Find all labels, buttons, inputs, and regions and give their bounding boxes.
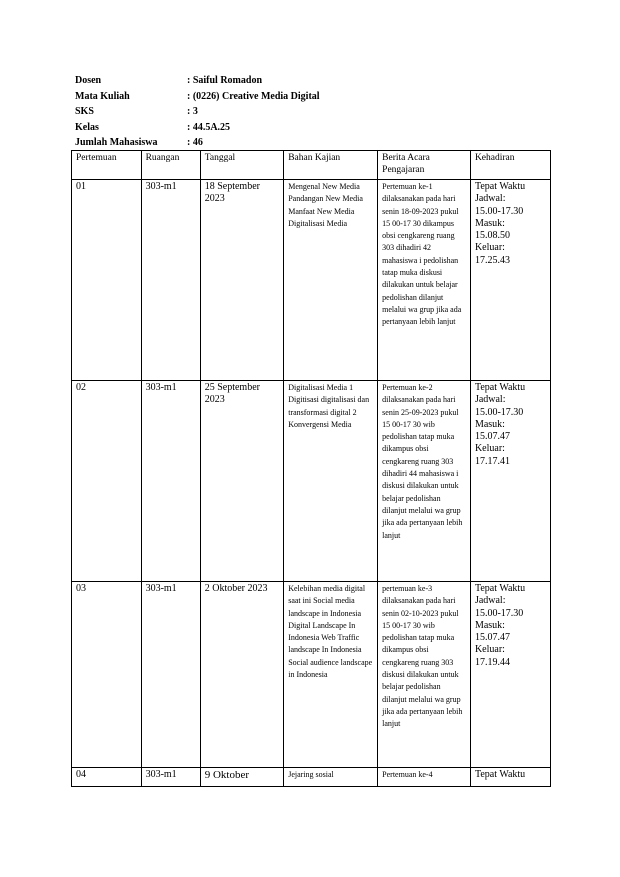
info-value: : 44.5A.25: [187, 121, 231, 133]
info-value: : 46: [187, 137, 203, 149]
cell-tanggal: 25 September 2023: [200, 381, 284, 582]
info-row-kelas: [75, 120, 320, 136]
kehadiran-line: 15.00-17.30: [474, 205, 524, 217]
info-value: : Saiful Romadon: [187, 75, 263, 86]
cell-tanggal: 9 Oktober: [200, 768, 284, 787]
cell-kehadiran: [470, 180, 550, 381]
cell-ruangan: 303-m1: [141, 381, 200, 582]
kehadiran-line: Masuk:: [474, 217, 505, 229]
cell-berita-acara: Pertemuan ke-2 dilaksanakan pada hari senin 25-09-2023 pukul 15 00-17 30 wib pedolishan tatap muka dikampus obsi cengkareng ruang 303 dihadiri 44 mahasiswa i diskusi dilakukan untuk belajar pedolishan dilanjut melalui wa grup jika ada pertanyaan lebih lanjut: [378, 381, 471, 582]
kehadiran-line: 15.08.50: [474, 230, 510, 242]
info-label: Jumlah Mahasiswa: [75, 137, 158, 149]
cell-pertemuan: 04: [72, 768, 142, 787]
cell-kehadiran: [470, 768, 550, 787]
info-value: : 3: [187, 106, 198, 118]
cell-bahan-kajian: Digitalisasi Media 1 Digitisasi digitalisasi dan transformasi digital 2 Konvergensi Media: [284, 381, 378, 582]
cell-berita-acara: Pertemuan ke-1 dilaksanakan pada hari senin 18-09-2023 pukul 15 00-17 30 dikampus obsi cengkareng ruang 303 dihadiri 42 mahasiswa i pedolishan tatap muka diskusi dilakukan untuk belajar pedolishan dilanjut melalui wa grup jika ada pertanyaan lebih lanjut: [378, 180, 471, 381]
kehadiran-line: 15.07.47: [474, 431, 510, 443]
cell-bahan-kajian: Mengenal New Media Pandangan New Media Manfaat New Media Digitalisasi Media: [284, 180, 378, 381]
cell-tanggal: 2 Oktober 2023: [200, 582, 284, 768]
kehadiran-line: Keluar:: [474, 443, 505, 455]
header-pertemuan: Pertemuan: [72, 151, 142, 180]
cell-berita-acara: Pertemuan ke-4: [378, 768, 471, 787]
cell-ruangan: 303-m1: [141, 768, 200, 787]
cell-bahan-kajian: Kelebihan media digital saat ini Social media landscape in Indonesia Digital Landscape In Indonesia Web Traffic landscape In Indonesia Social audience landscape in Indonesia: [284, 582, 378, 768]
header-berita-acara: Berita Acara Pengajaran: [378, 151, 471, 180]
cell-pertemuan: 03: [72, 582, 142, 768]
info-row-dosen: [75, 73, 320, 89]
cell-kehadiran: [470, 582, 550, 768]
kehadiran-line: 17.25.43: [474, 254, 510, 266]
cell-berita-acara: pertemuan ke-3 dilaksanakan pada hari senin 02-10-2023 pukul 15 00-17 30 wib pedolishan tatap muka dikampus obsi cengkareng ruang 303 diskusi dilakukan untuk belajar pedolishan dilanjut melalui wa grup jika ada pertanyaan lebih lanjut: [378, 582, 471, 768]
header-tanggal: Tanggal: [200, 151, 284, 180]
info-value: : (0226) Creative Media Digital: [187, 90, 320, 102]
kehadiran-line: 15.07.47: [474, 632, 510, 644]
kehadiran-line: 17.19.44: [474, 656, 510, 668]
kehadiran-line: Masuk:: [474, 418, 505, 430]
info-row-jumlah-mahasiswa: [75, 135, 320, 151]
table-row: [72, 582, 551, 768]
table-row: [72, 180, 551, 381]
kehadiran-line: Tepat Waktu: [474, 583, 526, 594]
header-kehadiran: Kehadiran: [470, 151, 550, 180]
cell-tanggal: 18 September 2023: [200, 180, 284, 381]
kehadiran-line: Masuk:: [474, 619, 505, 631]
info-row-sks: [75, 104, 320, 120]
cell-pertemuan: 02: [72, 381, 142, 582]
kehadiran-line: Keluar:: [474, 242, 505, 254]
course-info: [75, 73, 320, 151]
info-label: Mata Kuliah: [75, 90, 130, 102]
info-label: SKS: [75, 106, 94, 118]
kehadiran-line: 15.00-17.30: [474, 607, 524, 619]
cell-ruangan: 303-m1: [141, 582, 200, 768]
info-row-mata-kuliah: [75, 89, 320, 105]
kehadiran-line: Jadwal:: [474, 193, 506, 205]
kehadiran-line: 17.17.41: [474, 455, 510, 467]
cell-ruangan: 303-m1: [141, 180, 200, 381]
table-row: [72, 381, 551, 582]
kehadiran-line: Keluar:: [474, 644, 505, 656]
header-bahan-kajian: Bahan Kajian: [284, 151, 378, 180]
table-header-row: [72, 151, 551, 180]
cell-pertemuan: 01: [72, 180, 142, 381]
info-label: Dosen: [75, 75, 102, 86]
cell-kehadiran: [470, 381, 550, 582]
header-ruangan: Ruangan: [141, 151, 200, 180]
cell-bahan-kajian: Jejaring sosial: [284, 768, 378, 787]
kehadiran-line: Tepat Waktu: [474, 382, 526, 393]
kehadiran-line: Tepat Waktu: [474, 181, 526, 192]
kehadiran-line: Jadwal:: [474, 394, 506, 406]
kehadiran-line: 15.00-17.30: [474, 406, 524, 418]
attendance-table: [71, 150, 551, 787]
table-row: [72, 768, 551, 787]
kehadiran-line: Jadwal:: [474, 595, 506, 607]
kehadiran-line: Tepat Waktu: [474, 769, 526, 780]
info-label: Kelas: [75, 121, 99, 133]
